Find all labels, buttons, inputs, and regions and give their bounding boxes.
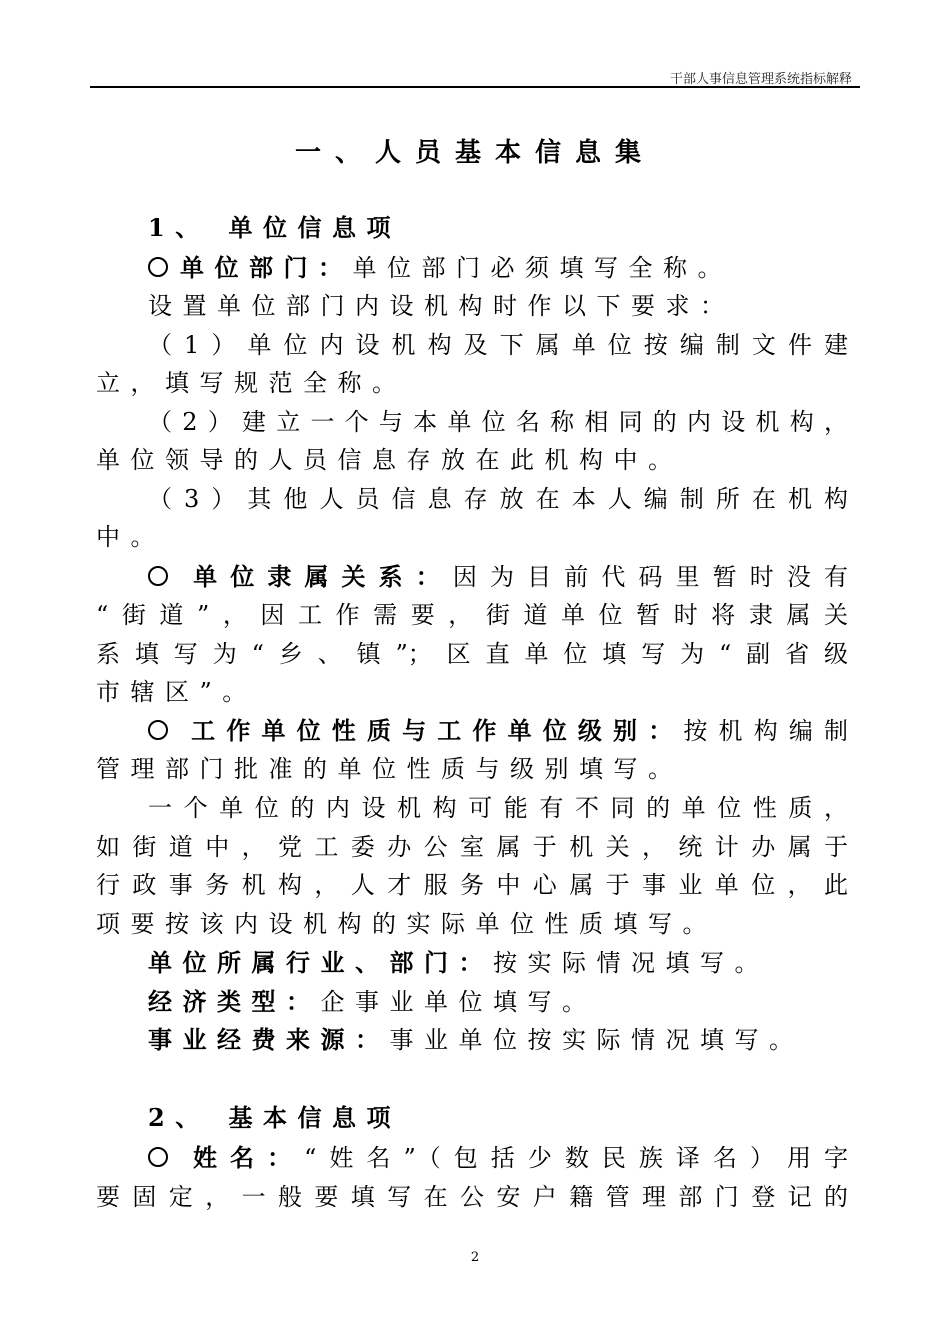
text-run: 市辖区”。 — [96, 678, 257, 706]
text-run: （3）其他人员信息存放在本人编制所在机构 — [148, 485, 848, 513]
text-line — [96, 866, 848, 904]
bold-term: 1、 单位信息项 — [148, 213, 402, 242]
text-line — [148, 209, 848, 247]
text-line — [148, 712, 848, 750]
text-run: 如街道中，党工委办公室属于机关，统计办属于 — [96, 833, 848, 861]
text-run: 单位领导的人员信息存放在此机构中。 — [96, 446, 683, 474]
text-line — [148, 480, 848, 518]
text-run: 单位部门必须填写全称。 — [352, 254, 732, 282]
text-line — [148, 1139, 848, 1177]
bold-term: 工作单位性质与工作单位级别： — [180, 716, 684, 745]
text-line — [96, 828, 848, 866]
text-run: 企事业单位填写。 — [320, 988, 597, 1016]
text-line — [96, 750, 848, 788]
text-run: “街道”，因工作需要，街道单位暂时将隶属关 — [96, 601, 848, 629]
bold-term: 事业经费来源： — [148, 1025, 390, 1054]
text-line — [148, 403, 848, 441]
text-run: 设置单位部门内设机构时作以下要求： — [148, 292, 735, 320]
text-line — [148, 558, 848, 596]
bold-term: 单位所属行业、部门： — [148, 948, 493, 977]
text-line — [96, 1178, 848, 1216]
page-title: 一、人员基本信息集 — [294, 138, 655, 168]
text-line — [148, 249, 848, 287]
running-header: 干部人事信息管理系统指标解释 — [669, 72, 852, 87]
text-run: 按实际情况填写。 — [493, 949, 769, 977]
text-line — [96, 905, 848, 943]
bold-term: 经济类型： — [148, 987, 321, 1016]
bold-term: 单位部门： — [180, 253, 353, 282]
text-line — [148, 983, 848, 1021]
text-line — [148, 1099, 848, 1137]
text-run: 立，填写规范全称。 — [96, 369, 407, 397]
bold-term: 2、 基本信息项 — [148, 1103, 402, 1132]
circle-bullet-icon — [148, 720, 168, 740]
circle-bullet-icon — [148, 566, 168, 586]
text-run: 管理部门批准的单位性质与级别填写。 — [96, 755, 683, 783]
text-line — [96, 364, 848, 402]
text-run: 因为目前代码里暂时没有 — [452, 563, 849, 591]
text-run: （1）单位内设机构及下属单位按编制文件建 — [148, 331, 848, 359]
text-run: “姓名”（包括少数民族译名）用字 — [304, 1144, 849, 1172]
text-run: 中。 — [96, 523, 165, 551]
text-line — [148, 287, 848, 325]
text-line — [96, 596, 848, 634]
text-run: 项要按该内设机构的实际单位性质填写。 — [96, 910, 717, 938]
header-rule — [90, 86, 860, 88]
text-run: 要固定，一般要填写在公安户籍管理部门登记的 — [96, 1183, 848, 1211]
text-run: 系填写为“乡、镇”；区直单位填写为“副省级 — [96, 640, 848, 668]
text-line — [148, 944, 848, 982]
text-run: 按机构编制 — [683, 717, 849, 745]
text-line — [96, 518, 848, 556]
bold-term: 单位隶属关系： — [180, 562, 453, 591]
text-line — [148, 1021, 848, 1059]
text-line — [148, 326, 848, 364]
text-line — [96, 673, 848, 711]
circle-bullet-icon — [148, 1147, 168, 1167]
text-run: 事业单位按实际情况填写。 — [389, 1026, 804, 1054]
text-run: 一个单位的内设机构可能有不同的单位性质， — [148, 794, 848, 822]
text-line — [96, 635, 848, 673]
text-run: （2）建立一个与本单位名称相同的内设机构， — [148, 408, 848, 436]
text-run: 行政事务机构，人才服务中心属于事业单位，此 — [96, 871, 848, 899]
bold-term: 姓名： — [180, 1143, 305, 1172]
text-line — [148, 789, 848, 827]
circle-bullet-icon — [148, 257, 168, 277]
page-number: 2 — [470, 1250, 480, 1265]
text-line — [96, 441, 848, 479]
